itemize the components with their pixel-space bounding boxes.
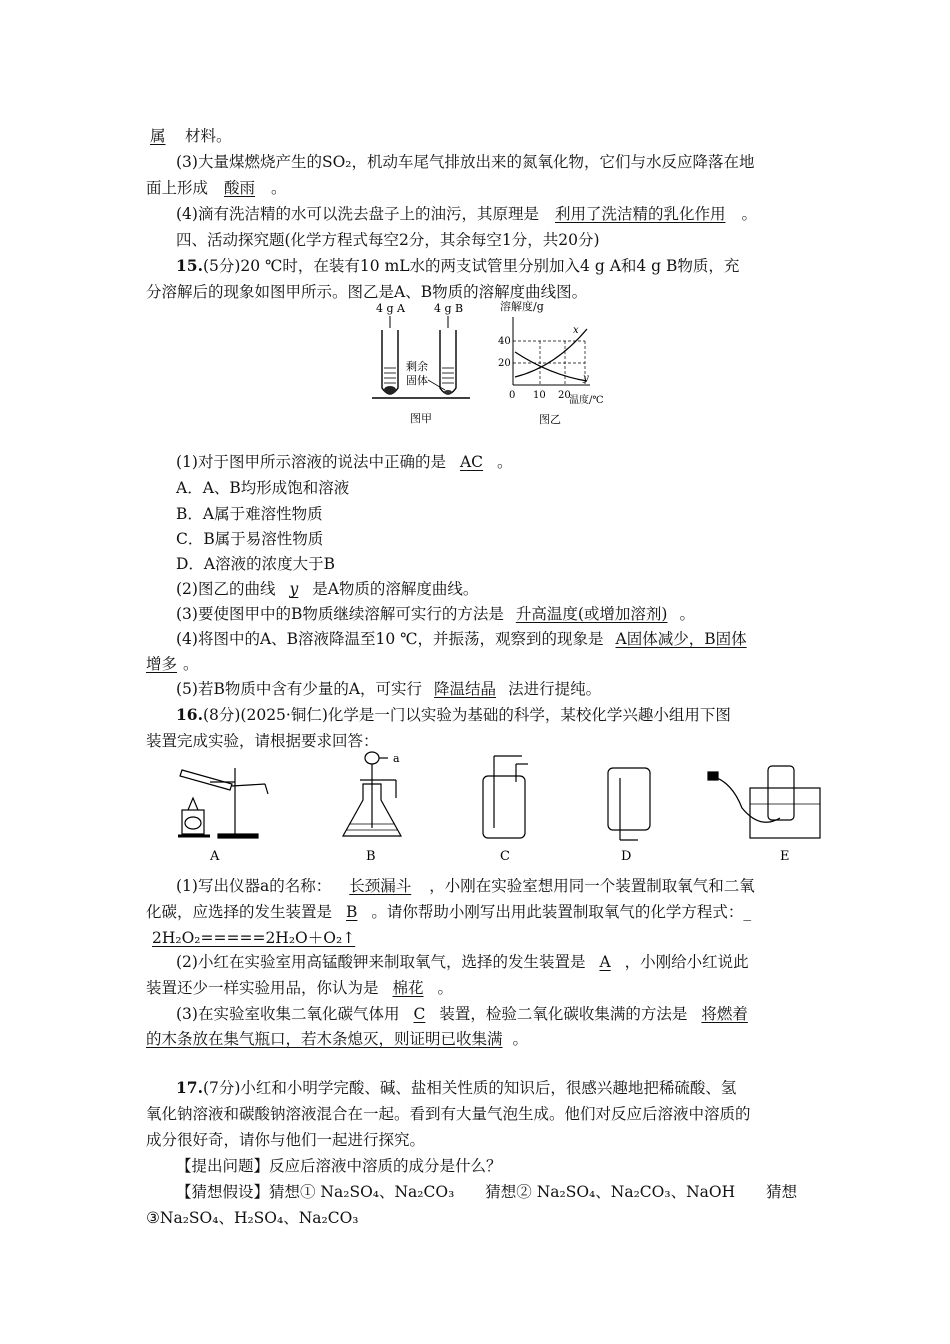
svg-text:固体: 固体 [406, 374, 428, 387]
x-axis-label: 温度/℃ [569, 395, 604, 406]
figure-solubility-chart [495, 297, 620, 427]
q17-line-2: 氧化钠溶液和碳酸钠溶液混合在一起。看到有大量气泡生成。他们对反应后溶液中溶质的 [146, 1105, 751, 1123]
answer-blank: 棉花 [392, 979, 424, 997]
option-b: B．A属于难溶性物质 [176, 505, 323, 523]
line-4: (4)滴有洗洁精的水可以洗去盘子上的油污，其原理是 利用了洗洁精的乳化作用 。 [176, 205, 757, 223]
residue-label: 剩余 [406, 360, 428, 373]
q16-2: (2)小红在实验室用高锰酸钾来制取氧气，选择的发生装置是 A ，小刚给小红说此 [176, 953, 749, 971]
q15-4: (4)将图中的A、B溶液降温至10 ℃，并振荡，观察到的现象是 A固体减少，B固体 [176, 630, 747, 648]
q16-3-cont: 的木条放在集气瓶口，若木条熄灭，则证明已收集满 。 [146, 1030, 529, 1048]
answer-blank: A [599, 953, 611, 971]
apparatus-e [708, 766, 820, 838]
answer-blank: 利用了洗洁精的乳化作用 [554, 205, 726, 223]
answer-blank: 的木条放在集气瓶口，若木条熄灭，则证明已收集满 [146, 1030, 503, 1048]
q17-line-3: 成分很好奇，请你与他们一起进行探究。 [146, 1131, 426, 1149]
answer-blank: B [346, 903, 358, 921]
apparatus-label-b: B [366, 849, 376, 864]
y-tick: 20 [498, 358, 511, 369]
apparatus-label-c: C [500, 849, 510, 864]
line-7: 分溶解后的现象如图甲所示。图乙是A、B物质的溶解度曲线图。 [146, 283, 588, 301]
q16-2-cont: 装置还少一样实验用品，你认为是 棉花 。 [146, 979, 454, 997]
q16-equation [146, 926, 810, 950]
answer-blank: 2H₂O₂=====2H₂O＋O₂↑ [152, 929, 356, 947]
figure-apparatus [150, 748, 830, 868]
q16-1: (1)写出仪器a的名称： 长颈漏斗 ，小刚在实验室想用同一个装置制取氧气和二氧 [176, 877, 755, 895]
curve-x-label: x [573, 325, 579, 336]
answer-blank: 降温结晶 [434, 680, 497, 698]
answer-blank: AC [459, 453, 484, 471]
q15-4-cont: 增多 。 [146, 655, 199, 673]
figure-caption: 图甲 [410, 412, 432, 425]
q17-problem: 【提出问题】反应后溶液中溶质的成分是什么？ [176, 1157, 502, 1175]
curve-y-label: y [583, 373, 589, 384]
question-17: 17.(7分)小红和小明学完酸、碱、盐相关性质的知识后，很感兴趣地把稀硫酸、氢 [176, 1078, 737, 1097]
answer-blank: 长颈漏斗 [349, 877, 412, 895]
x-tick: 0 [509, 390, 516, 401]
apparatus-a [178, 768, 268, 838]
line-1: 属 材料。 [146, 124, 810, 148]
x-tick: 20 [558, 390, 571, 401]
answer-blank: A固体减少，B固体 [615, 630, 747, 648]
x-tick: 10 [533, 390, 546, 401]
answer-blank: 增多 [146, 655, 178, 673]
apparatus-label-e: E [780, 849, 790, 864]
section-heading: 四、活动探究题(化学方程式每空2分，其余每空1分，共20分) [176, 231, 600, 249]
apparatus-d [608, 768, 650, 840]
q16-3: (3)在实验室收集二氧化碳气体用 C 装置，检验二氧化碳收集满的方法是 将燃着 [176, 1005, 748, 1023]
y-tick: 40 [498, 336, 511, 347]
q15-3: (3)要使图甲中的B物质继续溶解可实行的方法是 升高温度(或增加溶剂) 。 [176, 605, 695, 623]
answer-blank: y [289, 580, 299, 598]
answer-blank: C [413, 1005, 426, 1023]
question-15: 15.(5分)20 ℃时，在装有10 mL水的两支试管里分别加入4 g A和4 g B物质，充 [176, 256, 740, 275]
q15-2: (2)图乙的曲线 y 是A物质的溶解度曲线。 [176, 580, 479, 598]
q15-5: (5)若B物质中含有少量的A，可实行 降温结晶 法进行提纯。 [176, 680, 602, 698]
option-d: D．A溶液的浓度大于B [176, 555, 336, 573]
line-2: (3)大量煤燃烧产生的SO₂，机动车尾气排放出来的氮氧化物，它们与水反应降落在地 [176, 153, 755, 171]
question-16: 16.(8分)(2025·铜仁)化学是一门以实验为基础的科学，某校化学兴趣小组用下图 [176, 705, 731, 724]
option-a: A．A、B均形成饱和溶液 [176, 479, 350, 497]
curve-y [515, 352, 587, 381]
curve-x [515, 329, 587, 377]
q15-1: (1)对于图甲所示溶液的说法中正确的是 AC 。 [176, 453, 513, 471]
q17-hypothesis-cont: ③Na₂SO₄、H₂SO₄、Na₂CO₃ [146, 1209, 359, 1227]
line-3: 面上形成 酸雨 。 [146, 179, 287, 197]
tube-a-label: 4 g A [376, 302, 405, 315]
apparatus-c [483, 756, 528, 838]
q16-intro: 装置完成实验，请根据要求回答： [146, 732, 379, 750]
apparatus-label-d: D [621, 849, 632, 864]
answer-blank: 属 [150, 127, 166, 145]
tube-b-label: 4 g B [434, 302, 464, 315]
answer-blank: 将燃着 [701, 1005, 748, 1023]
instrument-a-label: a [393, 752, 400, 765]
figure-caption: 图乙 [539, 413, 561, 426]
q16-1-cont: 化碳，应选择的发生装置是 B 。请你帮助小刚写出用此装置制取氧气的化学方程式：_ [146, 903, 752, 921]
answer-blank: 升高温度(或增加溶剂) [515, 605, 668, 623]
apparatus-label-a: A [210, 849, 220, 864]
q17-hypothesis: 【猜想假设】猜想① Na₂SO₄、Na₂CO₃ 猜想② Na₂SO₄、Na₂CO₃、NaOH 猜想 [176, 1183, 798, 1201]
y-axis-label: 溶解度/g [500, 300, 544, 313]
figure-test-tubes [370, 300, 480, 425]
answer-blank: 酸雨 [224, 179, 256, 197]
option-c: C．B属于易溶性物质 [176, 530, 324, 548]
